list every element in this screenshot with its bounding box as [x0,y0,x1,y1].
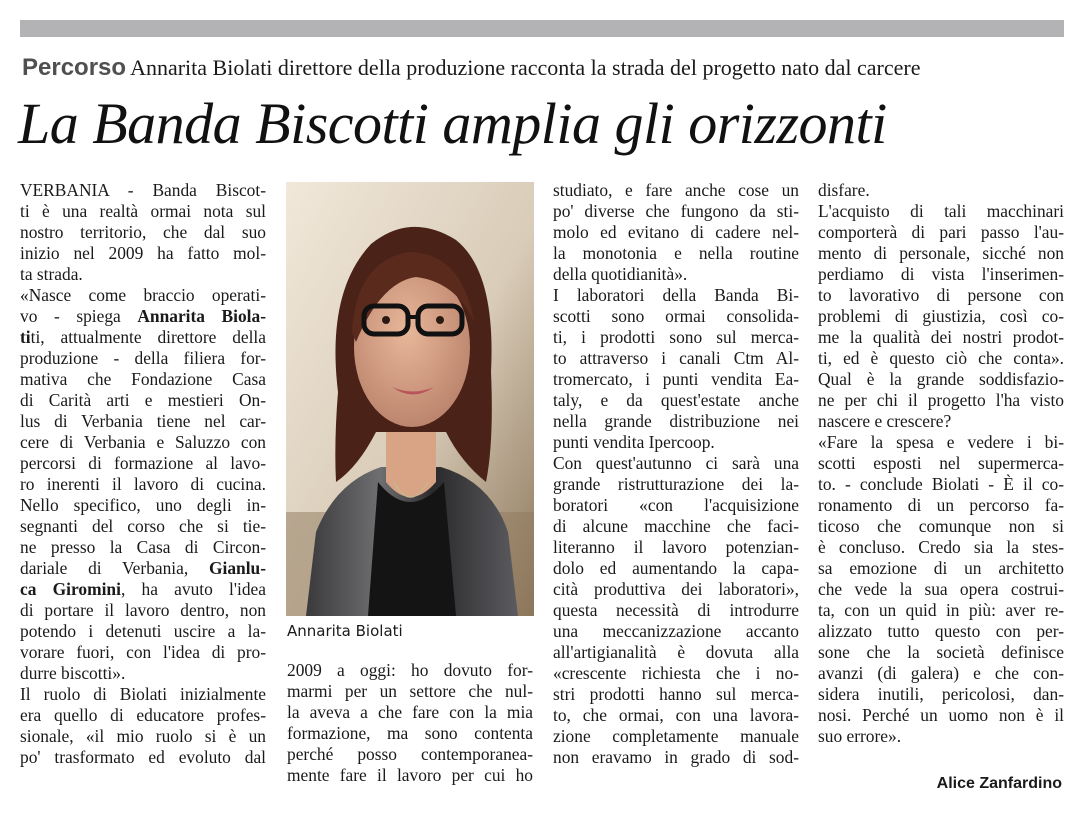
person-name: ti [20,327,31,347]
text-line: cità produttiva dei laboratori», [553,579,799,599]
text-line: disfare. [818,180,870,200]
text-line: sone che la società definisce [818,642,1064,662]
text-line: po' diverse che fungono da sti- [553,201,799,221]
text-line: molo ed evitano di cadere nel- [553,222,799,242]
text-line: grande ristrutturazione dei la- [553,474,799,494]
text-line: scotti esposti nel supermerca- [818,453,1064,473]
text-line: «Nasce come braccio operati- [20,285,266,305]
text-line: la monotonia e nella routine [553,243,799,263]
text-line: nosi. Perché un uomo non è il [818,705,1064,725]
text-line: «crescente richiesta che i no- [553,663,799,683]
text-line: di portare il lavoro dentro, non [20,600,266,620]
text-line: Con quest'autunno ci sarà una [553,453,799,473]
text-line: to, che ormai, con una lavora- [553,705,799,725]
text-line: sa emozione di un architetto [818,558,1064,578]
text-line: mativa che Fondazione Casa [20,369,266,389]
text-line: Il ruolo di Biolati inizialmente [20,684,266,704]
photo-caption: Annarita Biolati [287,622,403,640]
text-line: avanzi (di galera) e che con- [818,663,1064,683]
text-line: «Fare la spesa e vedere i bi- [818,432,1064,452]
text-line: 2009 a oggi: ho dovuto for- [287,660,533,680]
text-line: to attraverso i canali Ctm Al- [553,348,799,368]
text-line: Qual è la grande soddisfazio- [818,369,1064,389]
text-line: all'artigianalità è dovuta alla [553,642,799,662]
text-line: inizio nel 2009 ha fatto mol- [20,243,266,263]
text-line: sionale, «il mio ruolo si è un [20,726,266,746]
text-line: mento di personale, sicché non [818,243,1064,263]
text-line: scotti sono ormai consolida- [553,306,799,326]
text-line-mixed [20,306,266,327]
text-line: cere di Verbania e Saluzzo con [20,432,266,452]
author-byline: Alice Zanfardino [936,775,1062,792]
text-line: alizzato tutto questo con per- [818,621,1064,641]
top-rule [20,20,1064,37]
text-line: potendo i detenuti uscire a la- [20,621,266,641]
text-line: studiato, e fare anche cose un [553,180,799,200]
text-line-mixed [20,579,266,600]
text-line: comporterà di pari passo l'au- [818,222,1064,242]
text-line: questa necessità di introdurre [553,600,799,620]
text-line: stri prodotti hanno sul merca- [553,684,799,704]
text-run: vo - spiega [20,306,138,326]
text-line: una meccanizzazione accanto [553,621,799,641]
text-line: formazione, ma sono contenta [287,723,533,743]
text-line: di alcune macchine che faci- [553,516,799,536]
text-line: ne presso la Casa di Circon- [20,537,266,557]
text-run: ti, attualmente direttore della [30,327,266,347]
portrait-photo [286,182,534,616]
text-line: perché posso contemporanea- [287,744,533,764]
portrait-image [286,182,534,616]
article-column-2 [287,660,533,786]
text-line: VERBANIA - Banda Biscot- [20,180,266,200]
text-line: Nello specifico, uno degli in- [20,495,266,515]
text-line: ti, i prodotti sono sul merca- [553,327,799,347]
text-line: lus di Verbania tiene nel car- [20,411,266,431]
text-line-mixed [20,558,266,579]
text-line: dolo ed aumentando la capa- [553,558,799,578]
text-line: literanno il lavoro potenzian- [553,537,799,557]
text-line: durre biscotti». [20,663,126,683]
text-line: sidera inutili, pericolosi, dan- [818,684,1064,704]
text-line: segnanti del corso che si tie- [20,516,266,536]
text-line: ta, con un quid in più: aver re- [818,600,1064,620]
text-line: taly, e da quest'estate anche [553,390,799,410]
person-name: ca Giromini [20,579,121,599]
text-line: I laboratori della Banda Bi- [553,285,799,305]
text-line: marmi per un settore che nul- [287,681,533,701]
text-line: ti è una realtà ormai nota sul [20,201,266,221]
text-line: la aveva a che fare con la mia [287,702,533,722]
text-line: di Carità arti e mestieri On- [20,390,266,410]
text-line: perdiamo di vista l'inserimen- [818,264,1064,284]
text-line: ti, ed è questo ciò che conta». [818,348,1064,368]
text-line: ticoso che comunque non si [818,516,1064,536]
headline: La Banda Biscotti amplia gli orizzonti [18,91,887,156]
text-line: L'acquisto di tali macchinari [818,201,1064,221]
text-run: , ha avuto l'idea [120,579,266,599]
text-line: boratori «con l'acquisizione [553,495,799,515]
text-line: ronamento di un percorso fa- [818,495,1064,515]
text-line: ta strada. [20,264,83,284]
article-column-1 [20,180,266,768]
text-line: che vede la sua opera costrui- [818,579,1064,599]
text-line: to lavorativo di persone con [818,285,1064,305]
text-run: dariale di Verbania, [20,558,209,578]
text-line: to. - conclude Biolati - È il co- [818,474,1064,494]
text-line: era quello di educatore profes- [20,705,266,725]
text-line-mixed [20,327,266,348]
person-name: Annarita Biola- [137,306,266,326]
text-line: tromercato, i punti vendita Ea- [553,369,799,389]
text-line: problemi di giustizia, così co- [818,306,1064,326]
text-line: mente fare il lavoro per cui ho [287,765,533,785]
text-line: nascere e crescere? [818,411,952,431]
text-line: po' trasformato ed evoluto dal [20,747,266,767]
text-line: vorare fuori, con l'idea di pro- [20,642,266,662]
text-line: non eravamo in grado di sod- [553,747,799,767]
article-column-3 [553,180,799,768]
text-line: me la qualità dei nostri prodot- [818,327,1064,347]
person-name: Gianlu- [208,558,266,578]
text-line: della quotidianità». [553,264,688,284]
text-line: ro inerenti il lavoro di cucina. [20,474,266,494]
section-subtitle: Annarita Biolati direttore della produzione racconta la strada del progetto nato dal carcere [130,55,921,80]
text-line: ne per chi il progetto l'ha visto [818,390,1064,410]
text-line: punti vendita Ipercoop. [553,432,715,452]
text-line: percorsi di formazione al lavo- [20,453,266,473]
text-line: suo errore». [818,726,902,746]
article-column-4 [818,180,1064,747]
text-line: zione completamente manuale [553,726,799,746]
text-line: è concluso. Credo sia la stes- [818,537,1064,557]
text-line: nostro territorio, che dal suo [20,222,266,242]
text-line: produzione - della filiera for- [20,348,266,368]
section-kicker [22,54,920,82]
section-label: Percorso [22,54,127,81]
text-line: nella grande distribuzione nei [553,411,799,431]
